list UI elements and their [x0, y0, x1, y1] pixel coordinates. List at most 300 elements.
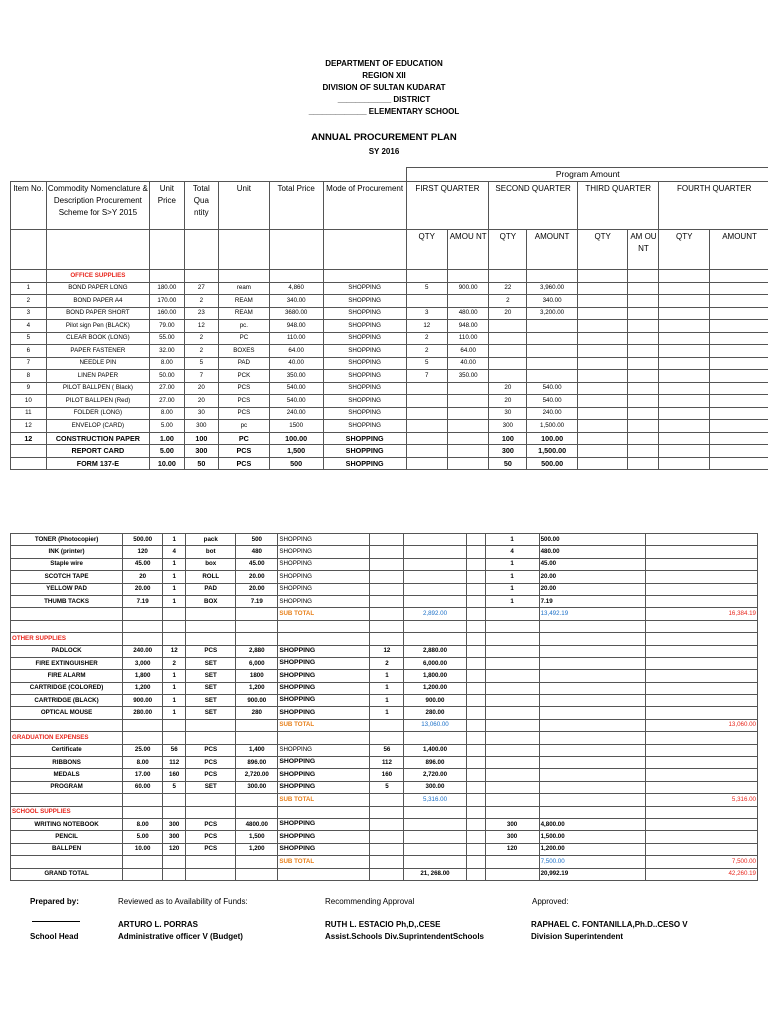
q1-amount	[447, 295, 488, 308]
row-total	[645, 806, 757, 818]
q2-amount	[539, 757, 645, 769]
item-description: Staple wire	[11, 558, 123, 570]
total-quantity: 1	[163, 534, 186, 546]
q1-qty: 2	[406, 332, 447, 345]
empty-cell	[628, 345, 659, 358]
empty-cell	[659, 457, 710, 470]
empty-cell	[659, 345, 710, 358]
q2-amount: 540.00	[527, 395, 578, 408]
q2-qty	[485, 608, 539, 620]
empty-cell	[577, 295, 628, 308]
empty-cell	[659, 357, 710, 370]
empty-cell	[447, 432, 488, 445]
empty-cell	[466, 695, 485, 707]
unit-price: 45.00	[123, 558, 163, 570]
q1-amount	[404, 546, 466, 558]
q2-qty	[489, 357, 527, 370]
q1-amount	[404, 583, 466, 595]
col-mode: Mode of Procurement	[323, 182, 406, 230]
procurement-mode: SHOPPING	[278, 707, 370, 719]
q1-amount: 1,800.00	[404, 670, 466, 682]
unit-price: 500.00	[123, 534, 163, 546]
recommender-title: Assist.Schools Div.SuprintendentSchools	[325, 932, 484, 941]
q1-amount: 40.00	[447, 357, 488, 370]
col-total-qty: Total Qua ntity	[184, 182, 218, 230]
procurement-mode: SHOPPING	[323, 395, 406, 408]
table-row	[11, 781, 758, 793]
empty-cell	[659, 332, 710, 345]
total-quantity: 1	[163, 682, 186, 694]
unit: PCS	[186, 818, 236, 830]
q2-amount	[539, 744, 645, 756]
unit: PCS	[219, 445, 270, 458]
empty-cell	[466, 558, 485, 570]
q2-amount	[539, 719, 645, 731]
header-line-5: _____________ ELEMENTARY SCHOOL	[308, 107, 460, 116]
total-quantity	[163, 794, 186, 806]
empty-cell	[659, 445, 710, 458]
q2-amount	[539, 806, 645, 818]
empty-cell	[577, 370, 628, 383]
total-price: 540.00	[269, 382, 323, 395]
unit-price: 280.00	[123, 707, 163, 719]
unit-price: 900.00	[123, 695, 163, 707]
total-price: 45.00	[236, 558, 278, 570]
total-price: 948.00	[269, 320, 323, 333]
table-row	[11, 432, 768, 445]
procurement-mode: SHOPPING	[323, 407, 406, 420]
total-price: 100.00	[269, 432, 323, 445]
empty-cell	[659, 395, 710, 408]
unit: pack	[186, 534, 236, 546]
total-quantity: 160	[163, 769, 186, 781]
q2-qty: 20	[489, 395, 527, 408]
unit	[186, 732, 236, 744]
q1-amount: 280.00	[404, 707, 466, 719]
total-price: 1,500	[269, 445, 323, 458]
total-quantity	[163, 620, 186, 632]
total-price: 20.00	[236, 571, 278, 583]
item-description: PROGRAM	[11, 781, 123, 793]
row-total	[645, 732, 757, 744]
unit-price	[123, 732, 163, 744]
empty-cell	[406, 445, 447, 458]
empty-cell	[466, 769, 485, 781]
q1-amount: 300.00	[404, 781, 466, 793]
unit-price	[123, 806, 163, 818]
item-description	[11, 620, 123, 632]
empty-cell	[710, 420, 768, 433]
unit	[186, 806, 236, 818]
empty-cell	[406, 457, 447, 470]
empty-cell	[466, 856, 485, 868]
q1-qty: 5	[370, 781, 404, 793]
school-head-label: School Head	[30, 932, 79, 941]
item-description: PILOT BALLPEN ( Black)	[46, 382, 149, 395]
item-description: PADLOCK	[11, 645, 123, 657]
unit	[186, 608, 236, 620]
unit: ream	[219, 282, 270, 295]
total-quantity: 300	[163, 818, 186, 830]
row-total	[645, 558, 757, 570]
q1-qty	[370, 595, 404, 607]
unit	[186, 856, 236, 868]
item-description: BOND PAPER LONG	[46, 282, 149, 295]
table-row	[11, 732, 758, 744]
empty-cell	[577, 420, 628, 433]
empty-cell	[628, 445, 659, 458]
empty-cell	[628, 370, 659, 383]
reviewer-title: Administrative officer V (Budget)	[118, 932, 243, 941]
item-no: 1	[11, 282, 47, 295]
unit	[186, 633, 236, 645]
unit-price: 8.00	[123, 818, 163, 830]
table-row	[11, 307, 768, 320]
row-total	[645, 695, 757, 707]
unit: SET	[186, 707, 236, 719]
table-row	[11, 357, 768, 370]
total-price: 500	[236, 534, 278, 546]
total-quantity: 1	[163, 707, 186, 719]
q2-amount: 3,200.00	[527, 307, 578, 320]
unit: REAM	[219, 307, 270, 320]
q2-qty: 30	[489, 407, 527, 420]
item-description: Pilot sign Pen (BLACK)	[46, 320, 149, 333]
total-price: 350.00	[269, 370, 323, 383]
total-price	[236, 794, 278, 806]
empty-cell	[577, 457, 628, 470]
empty-cell	[466, 757, 485, 769]
total-quantity: 300	[184, 420, 218, 433]
q1-amount: 13,060.00	[404, 719, 466, 731]
empty-cell	[466, 732, 485, 744]
total-quantity: 4	[163, 546, 186, 558]
empty-cell	[659, 432, 710, 445]
empty-cell	[710, 445, 768, 458]
total-price	[236, 633, 278, 645]
total-quantity: 56	[163, 744, 186, 756]
unit-price: 3,000	[123, 657, 163, 669]
total-price: 240.00	[269, 407, 323, 420]
total-quantity: 23	[184, 307, 218, 320]
total-quantity: 1	[163, 595, 186, 607]
q2-amount: 500.00	[539, 534, 645, 546]
unit-price	[123, 794, 163, 806]
empty-cell	[577, 332, 628, 345]
unit-price: 1,200	[123, 682, 163, 694]
col-total-price: Total Price	[269, 182, 323, 230]
item-no: 10	[11, 395, 47, 408]
total-price: 500	[269, 457, 323, 470]
col-third-quarter: THIRD QUARTER	[577, 182, 659, 230]
q1-amount: 64.00	[447, 345, 488, 358]
supplies-table	[10, 533, 758, 881]
unit-price: 170.00	[150, 295, 184, 308]
item-description: THUMB TACKS	[11, 595, 123, 607]
unit: BOXES	[219, 345, 270, 358]
q2-qty: 1	[485, 571, 539, 583]
row-total: 5,316.00	[645, 794, 757, 806]
q1-qty: 5	[406, 282, 447, 295]
total-price: 2,880	[236, 645, 278, 657]
table-row	[11, 583, 758, 595]
total-quantity	[163, 868, 186, 880]
approver-name: RAPHAEL C. FONTANILLA,Ph.D..CESO V	[531, 920, 688, 929]
q2-amount: 13,492.19	[539, 608, 645, 620]
q2-qty	[485, 806, 539, 818]
q2-amount: 4,800.00	[539, 818, 645, 830]
q2-amount: 1,500.00	[539, 831, 645, 843]
unit: PCS	[186, 843, 236, 855]
q1-qty: 12	[370, 645, 404, 657]
q2-qty-header: QTY	[489, 230, 527, 270]
item-description: GRAND TOTAL	[11, 868, 123, 880]
unit-price: 25.00	[123, 744, 163, 756]
table-row	[11, 332, 768, 345]
q2-qty	[485, 645, 539, 657]
empty-cell	[577, 445, 628, 458]
item-description: CLEAR BOOK (LONG)	[46, 332, 149, 345]
unit-price: 50.00	[150, 370, 184, 383]
total-quantity: 300	[163, 831, 186, 843]
q1-qty: 1	[370, 670, 404, 682]
empty-cell	[710, 382, 768, 395]
q2-qty	[489, 370, 527, 383]
col-item-no: Item No.	[11, 182, 47, 230]
item-description: BOND PAPER SHORT	[46, 307, 149, 320]
q2-qty	[485, 707, 539, 719]
q1-amount: 350.00	[447, 370, 488, 383]
q2-qty	[485, 781, 539, 793]
table-row	[11, 457, 768, 470]
table-row	[11, 370, 768, 383]
item-no: 7	[11, 357, 47, 370]
empty-cell	[710, 332, 768, 345]
table-row	[11, 682, 758, 694]
q2-qty	[485, 794, 539, 806]
q1-amount	[404, 806, 466, 818]
empty-cell	[628, 357, 659, 370]
procurement-mode: SHOPPING	[278, 571, 370, 583]
q4-qty-header: QTY	[659, 230, 710, 270]
total-quantity: 2	[163, 657, 186, 669]
empty-cell	[710, 407, 768, 420]
q1-amount: 21, 268.00	[404, 868, 466, 880]
q2-qty	[489, 332, 527, 345]
q2-amount: 340.00	[527, 295, 578, 308]
col-commodity: Commodity Nomenclature & Description Procurement Scheme for S>Y 2015	[46, 182, 149, 230]
unit-price: 5.00	[150, 445, 184, 458]
unit: PAD	[219, 357, 270, 370]
total-price: 3680.00	[269, 307, 323, 320]
empty-cell	[577, 320, 628, 333]
table-row	[11, 445, 768, 458]
table-row	[11, 608, 758, 620]
unit: REAM	[219, 295, 270, 308]
procurement-mode	[278, 633, 370, 645]
unit: ROLL	[186, 571, 236, 583]
total-price: 900.00	[236, 695, 278, 707]
empty-cell	[710, 320, 768, 333]
unit-price: 10.00	[150, 457, 184, 470]
item-description: NEEDLE PIN	[46, 357, 149, 370]
q1-qty	[406, 395, 447, 408]
q2-qty: 300	[485, 818, 539, 830]
program-amount-header: Program Amount	[406, 168, 768, 182]
procurement-mode: SHOPPING	[278, 781, 370, 793]
col-unit-price: Unit Price	[150, 182, 184, 230]
total-quantity: 30	[184, 407, 218, 420]
table-row	[11, 595, 758, 607]
unit-price: 20	[123, 571, 163, 583]
prepared-by-label: Prepared by:	[30, 897, 79, 906]
empty-cell	[466, 781, 485, 793]
unit: PCS	[186, 769, 236, 781]
total-quantity	[163, 608, 186, 620]
procurement-mode	[278, 806, 370, 818]
unit-price	[123, 608, 163, 620]
q2-amount: 7,500.00	[539, 856, 645, 868]
total-quantity	[163, 633, 186, 645]
q2-qty: 20	[489, 307, 527, 320]
q1-amount: 948.00	[447, 320, 488, 333]
q2-amount	[527, 370, 578, 383]
item-no: 6	[11, 345, 47, 358]
empty-cell	[628, 457, 659, 470]
q2-amount	[539, 794, 645, 806]
empty-cell	[466, 583, 485, 595]
empty-cell	[466, 719, 485, 731]
total-price: 1,200	[236, 843, 278, 855]
unit: box	[186, 558, 236, 570]
total-quantity: 20	[184, 382, 218, 395]
item-description: CONSTRUCTION PAPER	[46, 432, 149, 445]
row-total	[645, 831, 757, 843]
q1-qty	[370, 571, 404, 583]
q2-qty	[485, 856, 539, 868]
empty-cell	[628, 432, 659, 445]
q2-amount: 1,500.00	[527, 445, 578, 458]
procurement-mode: SHOPPING	[278, 583, 370, 595]
procurement-mode: SHOPPING	[278, 657, 370, 669]
item-description	[11, 608, 123, 620]
total-price	[236, 719, 278, 731]
q1-qty-header: QTY	[406, 230, 447, 270]
q2-amount: 100.00	[527, 432, 578, 445]
unit: SET	[186, 670, 236, 682]
q1-qty	[370, 818, 404, 830]
row-total	[645, 633, 757, 645]
q1-qty	[370, 633, 404, 645]
table-row	[11, 620, 758, 632]
table-row	[11, 320, 768, 333]
q1-qty	[406, 420, 447, 433]
row-total	[645, 571, 757, 583]
item-description: INK (printer)	[11, 546, 123, 558]
q1-qty: 7	[406, 370, 447, 383]
q2-qty	[485, 695, 539, 707]
q2-amount	[539, 707, 645, 719]
unit: PCS	[219, 382, 270, 395]
item-description: BOND PAPER A4	[46, 295, 149, 308]
q1-qty	[370, 546, 404, 558]
q1-qty	[370, 719, 404, 731]
q2-amount	[539, 670, 645, 682]
q2-amount: 20.00	[539, 583, 645, 595]
procurement-mode: SHOPPING	[323, 445, 406, 458]
unit: PCS	[186, 831, 236, 843]
unit	[186, 868, 236, 880]
row-total: 42,260.19	[645, 868, 757, 880]
total-price: 1,400	[236, 744, 278, 756]
q2-qty	[485, 757, 539, 769]
q1-qty: 112	[370, 757, 404, 769]
unit: SET	[186, 695, 236, 707]
unit-price: 27.00	[150, 382, 184, 395]
category-label: OTHER SUPPLIES	[11, 633, 123, 645]
row-total	[645, 620, 757, 632]
table-row	[11, 282, 768, 295]
row-total	[645, 818, 757, 830]
q2-qty	[485, 682, 539, 694]
total-quantity: 112	[163, 757, 186, 769]
procurement-mode: SHOPPING	[323, 345, 406, 358]
unit-price: 79.00	[150, 320, 184, 333]
empty-cell	[577, 407, 628, 420]
q1-amount	[404, 534, 466, 546]
procurement-mode	[278, 620, 370, 632]
q1-qty	[406, 382, 447, 395]
unit: SET	[186, 682, 236, 694]
q1-amount: 480.00	[447, 307, 488, 320]
q2-qty: 300	[485, 831, 539, 843]
empty-cell	[659, 320, 710, 333]
unit-price: 8.00	[150, 407, 184, 420]
q2-amount	[539, 633, 645, 645]
q1-qty	[370, 794, 404, 806]
q2-qty	[485, 657, 539, 669]
q1-amount: 1,200.00	[404, 682, 466, 694]
q2-qty	[489, 320, 527, 333]
item-no: 9	[11, 382, 47, 395]
q2-qty	[485, 769, 539, 781]
unit: PCS	[186, 645, 236, 657]
q1-amount	[447, 407, 488, 420]
q1-qty	[406, 407, 447, 420]
q1-qty	[370, 831, 404, 843]
empty-cell	[628, 307, 659, 320]
table-row	[11, 571, 758, 583]
empty-cell	[466, 818, 485, 830]
empty-cell	[710, 307, 768, 320]
table-row	[11, 769, 758, 781]
empty-cell	[466, 831, 485, 843]
q1-qty	[370, 608, 404, 620]
total-price	[236, 856, 278, 868]
table-row	[11, 657, 758, 669]
total-price: 340.00	[269, 295, 323, 308]
empty-cell	[466, 707, 485, 719]
unit: pc	[219, 420, 270, 433]
q2-qty	[485, 744, 539, 756]
total-quantity: 27	[184, 282, 218, 295]
unit-price	[123, 868, 163, 880]
row-total	[645, 757, 757, 769]
total-quantity	[163, 732, 186, 744]
empty-cell	[466, 868, 485, 880]
procurement-mode: SHOPPING	[278, 645, 370, 657]
procurement-mode	[278, 868, 370, 880]
